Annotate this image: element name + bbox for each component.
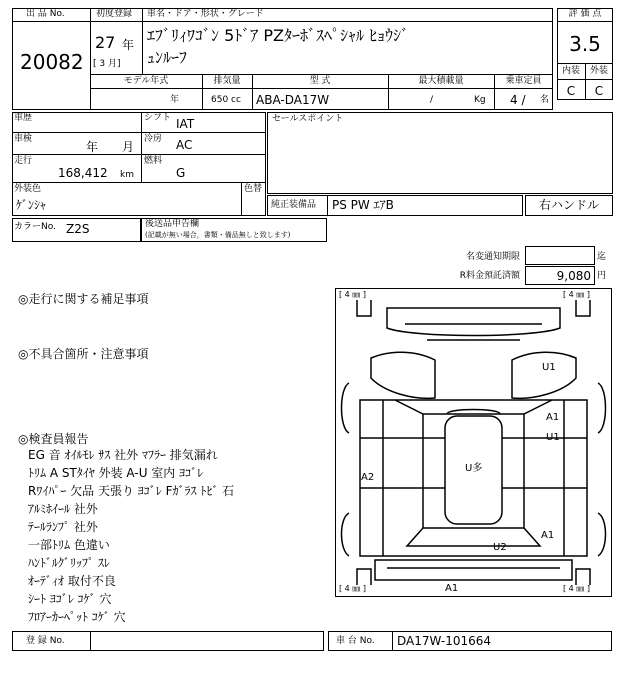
shift-label: シフト — [144, 113, 172, 123]
inspector-line: ｵｰﾃﾞｨｵ 取付不良 — [28, 574, 116, 588]
equipment-value: PS PW ｴｱB — [332, 198, 394, 212]
max-load-value: / — [430, 95, 434, 105]
lot-number: 20082 — [20, 50, 84, 74]
color-change-label: 色替 — [244, 184, 263, 194]
first-registration-year-unit: 年 — [122, 38, 135, 52]
inspection-month-unit: 月 — [122, 140, 135, 154]
driving-notes-label: ◎走行に関する補足事項 — [18, 292, 149, 306]
model-year-unit: 年 — [170, 95, 180, 105]
steering-value: 右ハンドル — [538, 198, 599, 212]
later-docs-label: 後送品申告欄 — [145, 219, 200, 229]
vehicle-name-line2: ｭﾝﾙｰﾌ — [147, 48, 188, 67]
model-year-label: モデル年式 — [123, 76, 169, 86]
first-registration-label: 初度登録 — [96, 9, 133, 19]
damage-mark: A1 — [541, 530, 555, 541]
damage-mark: U1 — [542, 362, 556, 373]
exterior-grade: C — [594, 84, 604, 98]
aircon-value: AC — [176, 138, 193, 152]
sales-point-label: セールスポイント — [272, 114, 344, 124]
first-registration-year: 27 — [95, 33, 116, 52]
exterior-color-label: 外装色 — [14, 184, 42, 194]
score-value: 3.5 — [569, 32, 601, 56]
interior-grade: C — [566, 84, 576, 98]
first-registration-month: [ 3 月] — [93, 59, 121, 69]
damage-mark: U2 — [493, 542, 507, 553]
damage-mark: A1 — [445, 583, 459, 594]
inspector-report-label: ◎検査員報告 — [18, 432, 89, 446]
inspector-line: Rﾜｲﾊﾟｰ 欠品 天張り ﾖｺﾞﾚ Fｶﾞﾗｽ ﾄﾋﾞ 石 — [28, 484, 235, 498]
inspector-line: ﾃｰﾙﾗﾝﾌﾟ 社外 — [28, 520, 98, 534]
inspector-line: 一部ﾄﾘﾑ 色違い — [28, 538, 110, 552]
inspector-line: ｱﾙﾐﾎｲｰﾙ 社外 — [28, 502, 98, 516]
damage-mark: A2 — [361, 472, 375, 483]
displacement-label: 排気量 — [213, 76, 241, 86]
displacement-value: 650 cc — [211, 95, 241, 105]
inspector-line: ﾄﾘﾑ A STﾀｲﾔ 外装 A-U 室内 ﾖｺﾞﾚ — [28, 466, 204, 480]
chassis-label: 車 台 No. — [336, 636, 375, 646]
vehicle-name-label: 車名・ドア・形状・グレード — [147, 9, 264, 19]
fuel-label: 燃料 — [144, 156, 163, 166]
recycle-label: R料金預託済額 — [459, 271, 520, 281]
details-left — [12, 112, 266, 216]
inspector-line: EG 音 ｵｲﾙﾓﾚ ｻｽ 社外 ﾏﾌﾗｰ 排気漏れ — [28, 448, 218, 462]
inspector-line: ﾊﾝﾄﾞﾙｸﾞﾘｯﾌﾟ ｽﾚ — [28, 556, 110, 570]
car-diagram — [335, 288, 612, 597]
damage-mark: U多 — [465, 463, 483, 474]
tyre-depth-front-right: [ 4 ㎜ ] — [563, 290, 590, 299]
defects-label: ◎不具合箇所・注意事項 — [18, 347, 149, 361]
type-label: 型 式 — [309, 76, 331, 86]
tyre-depth-rear-right: [ 4 ㎜ ] — [563, 584, 590, 593]
inspector-line: ﾌﾛｱｰｶｰﾍﾟｯﾄ ｺｹﾞ 穴 — [28, 610, 126, 624]
mileage-value: 168,412 — [58, 166, 108, 180]
chassis-value: DA17W-101664 — [397, 634, 492, 648]
shift-value: IAT — [176, 117, 195, 131]
fuel-value: G — [176, 166, 186, 180]
max-load-label: 最大積載量 — [418, 76, 464, 86]
mileage-unit: km — [120, 170, 134, 180]
notice-unit: 迄 — [597, 252, 607, 262]
inspection-year-unit: 年 — [86, 140, 99, 154]
exterior-color-value: ｹﾞﾝｼｬ — [16, 198, 47, 212]
registration-label: 登 録 No. — [26, 636, 65, 646]
color-no-value: Z2S — [66, 222, 90, 236]
inspection-label: 車検 — [14, 134, 33, 144]
later-docs-note: (記載が無い場合，書類・備品無しと致します) — [145, 231, 291, 239]
recycle-value: 9,080 — [556, 269, 591, 283]
vehicle-name-line1: ｴﾌﾞﾘｨﾜｺﾞﾝ 5ﾄﾞｱ PZﾀｰﾎﾞｽﾍﾟｼｬﾙ ﾋｮｳｼﾞ — [147, 26, 410, 45]
interior-label: 内装 — [561, 66, 580, 76]
aircon-label: 冷房 — [144, 134, 163, 144]
history-label: 車歴 — [14, 113, 33, 123]
color-no-label: カラーNo. — [14, 222, 56, 232]
notice-box — [525, 246, 595, 265]
max-load-unit: Kg — [474, 95, 486, 105]
exterior-label: 外装 — [589, 66, 608, 76]
capacity-unit: 名 — [540, 95, 550, 105]
capacity-value: 4 / — [510, 93, 526, 107]
capacity-label: 乗車定員 — [505, 76, 542, 86]
equipment-label: 純正装備品 — [271, 200, 317, 210]
mileage-label: 走行 — [14, 156, 33, 166]
tyre-depth-rear-left: [ 4 ㎜ ] — [339, 584, 366, 593]
type-value: ABA-DA17W — [256, 93, 330, 107]
damage-mark: A1 — [546, 412, 560, 423]
recycle-unit: 円 — [597, 271, 607, 281]
damage-mark: U1 — [546, 432, 560, 443]
lot-label: 出 品 No. — [26, 9, 65, 19]
score-label: 評 価 点 — [568, 9, 602, 19]
notice-label: 名変通知期限 — [465, 252, 520, 262]
tyre-depth-front-left: [ 4 ㎜ ] — [339, 290, 366, 299]
inspector-line: ｼｰﾄ ﾖｺﾞﾚ ｺｹﾞ 穴 — [28, 592, 112, 606]
